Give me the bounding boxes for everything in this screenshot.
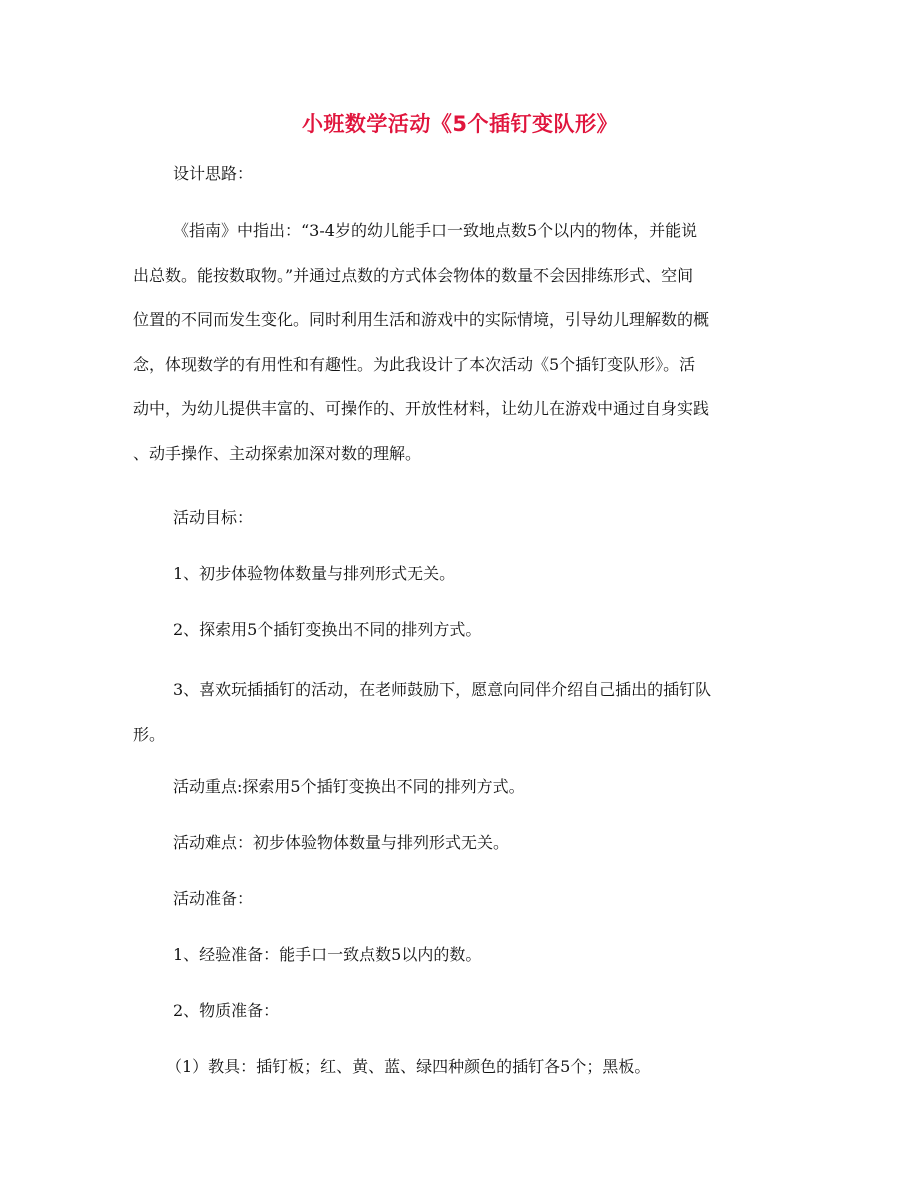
design-paragraph: [133, 209, 795, 476]
goal-item-3: [133, 668, 795, 757]
design-heading-text: 设计思路：: [173, 164, 254, 183]
goal-text: 1、初步体验物体数量与排列形式无关。: [173, 564, 456, 583]
prep-heading-text: 活动准备：: [173, 889, 254, 908]
goal-item-1: [133, 556, 795, 592]
goals-heading-text: 活动目标：: [173, 508, 254, 527]
design-line: 、动手操作、主动探索加深对数的理解。: [133, 443, 422, 463]
prep-text: （1）教具：插钉板；红、黄、蓝、绿四种颜色的插钉各5个；黑板。: [166, 1057, 651, 1076]
goal-item-2: [133, 612, 795, 648]
prep-item-2: [133, 993, 795, 1029]
key-point: [133, 769, 795, 805]
design-heading: [133, 156, 795, 192]
design-line: 《指南》中指出：“3-4岁的幼儿能手口一致地点数5个以内的物体，并能说: [173, 221, 698, 240]
design-line: 出总数。能按数取物。”并通过点数的方式体会物体的数量不会因排练形式、空间: [133, 265, 694, 285]
goal-text: 2、探索用5个插钉变换出不同的排列方式。: [173, 620, 482, 639]
prep-item-2-1: [133, 1049, 795, 1085]
difficulty: [133, 825, 795, 861]
goals-heading: [133, 500, 795, 536]
design-line: 位置的不同而发生变化。同时利用生活和游戏中的实际情境，引导幼儿理解数的概: [133, 310, 710, 329]
goal-text: 3、喜欢玩插插钉的活动，在老师鼓励下，愿意向同伴介绍自己插出的插钉队: [173, 680, 712, 699]
key-point-text: 活动重点:探索用5个插钉变换出不同的排列方式。: [173, 777, 525, 796]
goal-text: 形。: [133, 724, 166, 744]
prep-item-1: [133, 937, 795, 973]
difficulty-text: 活动难点：初步体验物体数量与排列形式无关。: [173, 833, 510, 852]
design-line: 动中，为幼儿提供丰富的、可操作的、开放性材料，让幼儿在游戏中通过自身实践: [133, 399, 710, 418]
document-title: 小班数学活动《5个插钉变队形》: [301, 112, 619, 136]
design-line: 念，体现数学的有用性和有趣性。为此我设计了本次活动《5个插钉变队形》。活: [133, 354, 696, 374]
prep-text: 1、经验准备：能手口一致点数5以内的数。: [173, 945, 482, 964]
prep-heading: [133, 881, 795, 917]
prep-text: 2、物质准备：: [173, 1001, 280, 1020]
